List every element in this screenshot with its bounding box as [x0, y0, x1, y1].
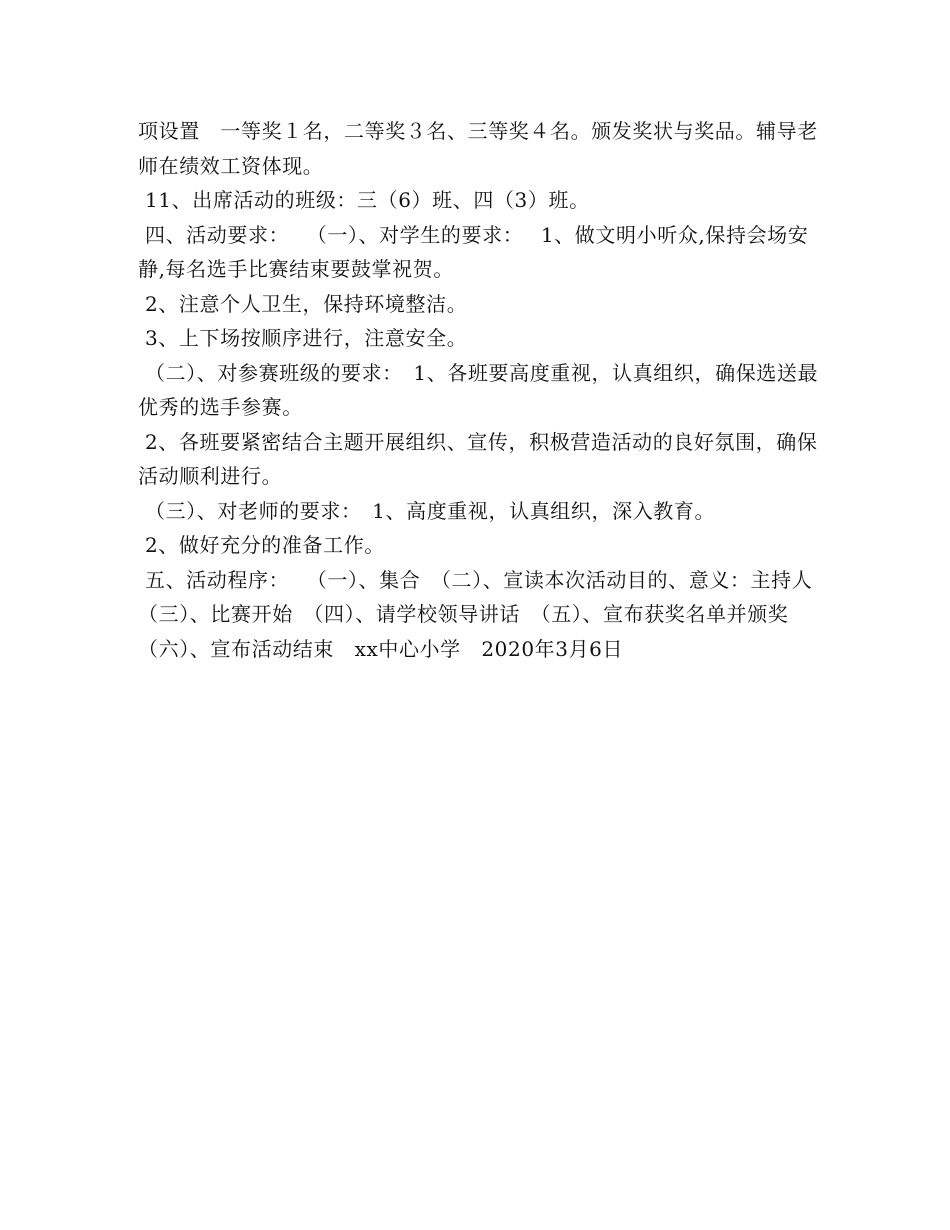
- paragraph-award-settings: 项设置 一等奖１名，二等奖３名、三等奖４名。颁发奖状与奖品。辅导老师在绩效工资体现。: [138, 119, 818, 178]
- paragraph-preparation: 2、做好充分的准备工作。: [138, 533, 385, 557]
- paragraph-activity-program: 五、活动程序： （一）、集合 （二）、宣读本次活动目的、意义：主持人 （三）、比赛开始 （四）、请学校领导讲话 （五）、宣布获奖名单并颁奖 （六）、宣布活动结束 xx中心小学 2020年3月6日: [138, 567, 833, 661]
- paragraph-activity-requirements: 四、活动要求： （一）、对学生的要求： 1、做文明小听众,保持会场安静,每名选手比赛结束要鼓掌祝贺。: [138, 222, 809, 281]
- paragraph-promotion: 2、各班要紧密结合主题开展组织、宣传，积极营造活动的良好氛围，确保活动顺利进行。: [138, 429, 818, 488]
- paragraph-safety: 3、上下场按顺序进行，注意安全。: [138, 326, 468, 350]
- paragraph-hygiene: 2、注意个人卫生，保持环境整洁。: [138, 291, 468, 316]
- document-body: [138, 114, 833, 666]
- paragraph-class-requirements: （二）、对参赛班级的要求： 1、各班要高度重视，认真组织，确保选送最优秀的选手参赛。: [138, 360, 819, 419]
- paragraph-attending-classes: 11、出席活动的班级：三（6）班、四（3）班。: [138, 188, 590, 212]
- paragraph-teacher-requirements: （三）、对老师的要求： 1、高度重视，认真组织，深入教育。: [138, 498, 716, 523]
